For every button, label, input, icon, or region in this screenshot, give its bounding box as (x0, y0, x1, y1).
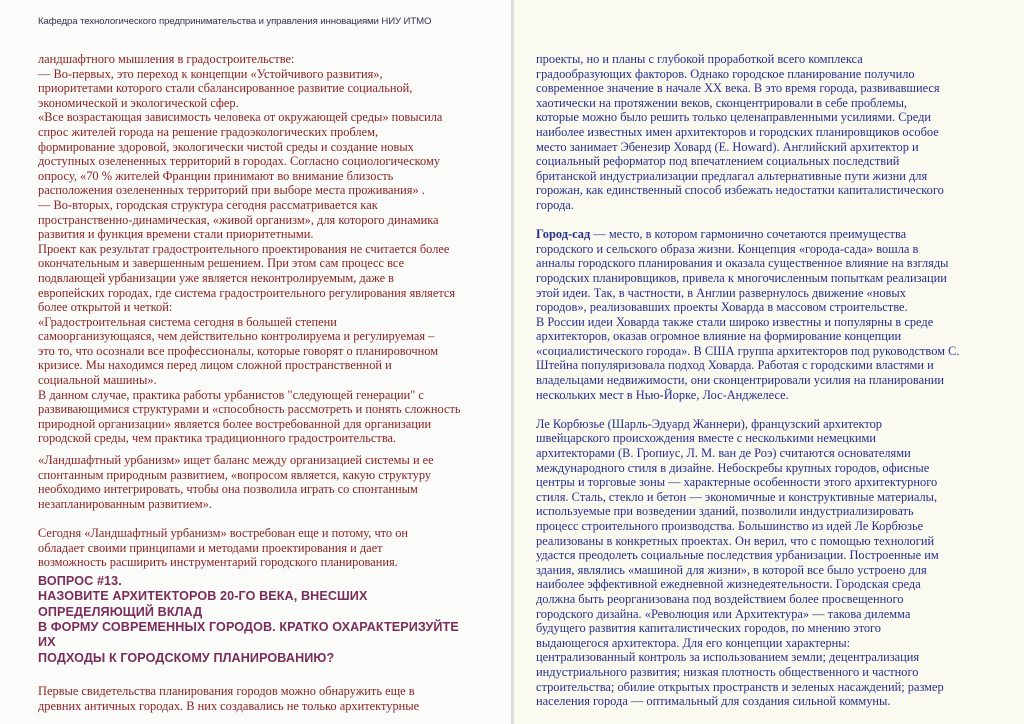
text-line: владельцами недвижимости, они сконцентрировали усилия на планировании (536, 373, 944, 388)
text-line: будущего развития капиталистических городов, по мнению этого (536, 621, 882, 636)
text-line: В России идеи Ховарда также стали широко известны и популярны в среде (536, 314, 934, 329)
text-line: спрос жителей города на решение градоэкологических проблем, (38, 124, 379, 139)
text-line: Сегодня «Ландшафтный урбанизм» востребован еще и потому, что он (38, 526, 409, 540)
paragraph-landscape-urbanism (38, 453, 480, 511)
text-line: удастся преодолеть социальные последствия урбанизации. Построенные им (536, 548, 939, 563)
text-line: развития и функция времени стали приоритетными. (38, 227, 314, 242)
text-line: британской индустриализации предлагал альтернативные пути жизни для (536, 168, 928, 183)
question-heading (38, 574, 480, 666)
text-line: нескольких мест в Нью-Йорке, Лос-Анджелесе. (536, 387, 789, 402)
text-line: города. (536, 197, 574, 212)
text-line: В данном случае, практика работы урбанистов "следующей генерации" с (38, 387, 424, 402)
text-line: Первые свидетельства планирования городов можно обнаружить еще в (38, 684, 415, 699)
text-line: используемые при возведении зданий, позволили индустриализировать (536, 504, 914, 519)
text-line: центры и торговые зоны — характерные особенности этого архитектурного (536, 475, 938, 490)
text-line: это то, что осознали все профессионалы, которые говорят о планировочном (38, 343, 439, 358)
garden-city-definition: — место, в котором гармонично сочетаются преимущества (590, 227, 907, 242)
question-number: ВОПРОС #13. (38, 573, 122, 588)
text-line: формирование здоровой, экологически чистой среды и создание новых (38, 139, 414, 154)
text-line: этой идеи. Так, в частности, в Англии развернулось движение «новых (536, 285, 906, 300)
text-line: расположения озелененных территорий при выборе места проживания» . (38, 183, 425, 198)
question-line: НАЗОВИТЕ АРХИТЕКТОРОВ 20-ГО ВЕКА, ВНЕСШИХ ОПРЕДЕЛЯЮЩИЙ ВКЛАД (38, 589, 368, 619)
text-line: — Во-вторых, городская структура сегодня рассматривается как (38, 197, 378, 212)
text-line: спонтанным природным развитием, «вопросом является, какую структуру (38, 467, 432, 482)
text-line: которые можно было решить только целенаправленными усилиями. Среди (536, 110, 932, 125)
text-line: здания, являлись «машиной для жизни», в которой все было устроено для (536, 562, 927, 577)
paragraph-howard (536, 52, 976, 213)
text-line: пространственно-динамическая, «живой организм», для которого динамика (38, 212, 439, 227)
text-line: международного стиля в дизайне. Небоскребы крупных городов, офисные (536, 460, 930, 475)
text-line: Проект как результат градостроительного проектирования не считается более (38, 241, 450, 256)
text-line: окончательным и завершенным решением. При этом сам процесс все (38, 256, 405, 271)
text-line (536, 227, 976, 242)
text-line: наиболее эффективной ежедневной жизнедеятельности. Городская среда (536, 577, 921, 592)
paragraph-garden-city (536, 227, 976, 402)
paragraph-urbanism-demand (38, 526, 480, 570)
text-line: «Ландшафтный урбанизм» ищет баланс между организацией системы и ее (38, 453, 434, 468)
text-line: Штейна популяризовала подход Ховарда. Работая с городскими властями и (536, 358, 934, 373)
text-line: градообразующих факторов. Однако городское планирование получило (536, 66, 915, 81)
text-line: доступных озелененных территорий в городах. Согласно социологическому (38, 154, 441, 169)
text-line: архитекторов, оказав огромное влияние на формирование концепции (536, 329, 902, 344)
text-line: швейцарского происхождения вместе с несколькими немецкими (536, 431, 876, 446)
text-line: строительства; обилие открытых пространств и зеленых насаждений; размер (536, 679, 944, 694)
text-line: централизованный контроль за использованием земли; децентрализация (536, 650, 920, 665)
text-line: экономической и экологической сфер. (38, 95, 239, 110)
text-line: современное значение в начале XX века. В это время города, развивавшиеся (536, 81, 940, 96)
paragraph-first-evidence (38, 684, 480, 713)
text-line: «социалистического города». В США группа архитекторов под руководством С. (536, 343, 960, 358)
text-line: незапланированным развитием». (38, 496, 212, 511)
question-line: ПОДХОДЫ К ГОРОДСКОМУ ПЛАНИРОВАНИЮ? (38, 650, 335, 665)
right-text-column (536, 52, 976, 709)
text-line: социальной машины». (38, 373, 157, 388)
text-line: кризисе. Мы находимся перед лицом сложной пространственной и (38, 358, 392, 373)
text-line: древних античных городах. В них создавались не только архитектурные (38, 698, 420, 713)
text-line: природной организации» является более востребованной для организации (38, 416, 432, 431)
text-line: реализованы в конкретных проектах. Он верил, что с помощью технологий (536, 533, 935, 548)
paragraph-landscape-thinking (38, 52, 480, 446)
text-line: социальный реформатор под впечатлением социальных последствий (536, 154, 900, 169)
text-line: «Все возрастающая зависимость человека от окружающей среды» повысила (38, 110, 443, 125)
text-line: архитекторами (В. Гропиус, Л. М. ван де Роэ) считаются основателями (536, 446, 911, 461)
text-line: опросу, «70 % жителей Франции принимают во внимание близость (38, 168, 394, 183)
text-line: приоритетами которого стали сбалансированное развитие социальной, (38, 81, 413, 96)
text-line: подвлающей урбанизации уже является неконтролируемым, даже в (38, 270, 395, 285)
text-line: хаотически на протяжении веков, сконцентрировали в себе проблемы, (536, 95, 907, 110)
text-line: выдающегося архитектора. Для его концепции характерны: (536, 635, 851, 650)
text-line: обладает своими принципами и методами проектирования и дает (38, 540, 383, 555)
page-header: Кафедра технологического предпринимательства и управления инновациями НИУ ИТМО (38, 16, 432, 27)
text-line: населения города — оптимальный для создания сильной коммуны. (536, 694, 891, 709)
text-line: Ле Корбюзье (Шарль-Эдуард Жаннери), французский архитектор (536, 416, 883, 431)
text-line: европейских городах, где система градостроительного регулирования является (38, 285, 456, 300)
text-line: горожан, как единственный способ избежать недостатки капиталистического (536, 183, 944, 198)
text-line: процесс строительного производства. Большинство из идей Ле Корбюзье (536, 519, 924, 533)
text-line: «Градостроительная система сегодня в большей степени (38, 314, 337, 329)
text-line: городских планировщиков, привела к многочисленным попыткам реализации (536, 270, 947, 285)
text-line: проекты, но и планы с глубокой проработкой всего комплекса (536, 52, 863, 66)
text-line: — Во-первых, это переход к концепции «Устойчивого развития», (38, 66, 383, 81)
text-line: необходимо интегрировать, чтобы она позволила играть со спонтанным (38, 482, 418, 497)
garden-city-term: Город-сад (536, 227, 591, 242)
question-line: В ФОРМУ СОВРЕМЕННЫХ ГОРОДОВ. КРАТКО ОХАРАКТЕРИЗУЙТЕ ИХ (38, 620, 459, 650)
text-line: должна быть реорганизована под воздействием более просвещенного (536, 591, 904, 606)
text-line: анналы городского планирования и оказала существенное влияние на взгляды (536, 256, 949, 271)
text-line: наиболее известных имен архитекторов и городских планировщиков особое (536, 124, 939, 139)
text-line: самоорганизующаяся, чем действительно контролируема и регулируемая – (38, 329, 435, 344)
text-line: стиля. Сталь, стекло и бетон — экономичные и конструктивные материалы, (536, 489, 938, 504)
text-line: индустриального развития; низкая плотность общественного и частного (536, 664, 919, 679)
text-line: ландшафтного мышления в градостроительстве: (38, 52, 295, 66)
text-line: городского и сельского образа жизни. Концепция «города-сада» вошла в (536, 241, 919, 256)
text-line: более открытой и четкой: (38, 300, 173, 315)
text-line: место занимает Эбенезир Ховард (E. Howard). Английский архитектор и (536, 139, 919, 154)
text-line: возможность расширить инструментарий городского планирования. (38, 555, 398, 570)
left-text-column (38, 52, 480, 713)
text-line: городской среды, чем практика традиционного градостроительства. (38, 431, 397, 446)
text-line: городов», реализовавших проекты Ховарда в массовом строительстве. (536, 300, 908, 315)
paragraph-le-corbusier (536, 417, 976, 709)
text-line: развивающимися структурами и «способность рассмотреть и понять сложность (38, 402, 461, 417)
text-line: городского дизайна. «Революция или Архитектура» — такова дилемма (536, 606, 911, 621)
